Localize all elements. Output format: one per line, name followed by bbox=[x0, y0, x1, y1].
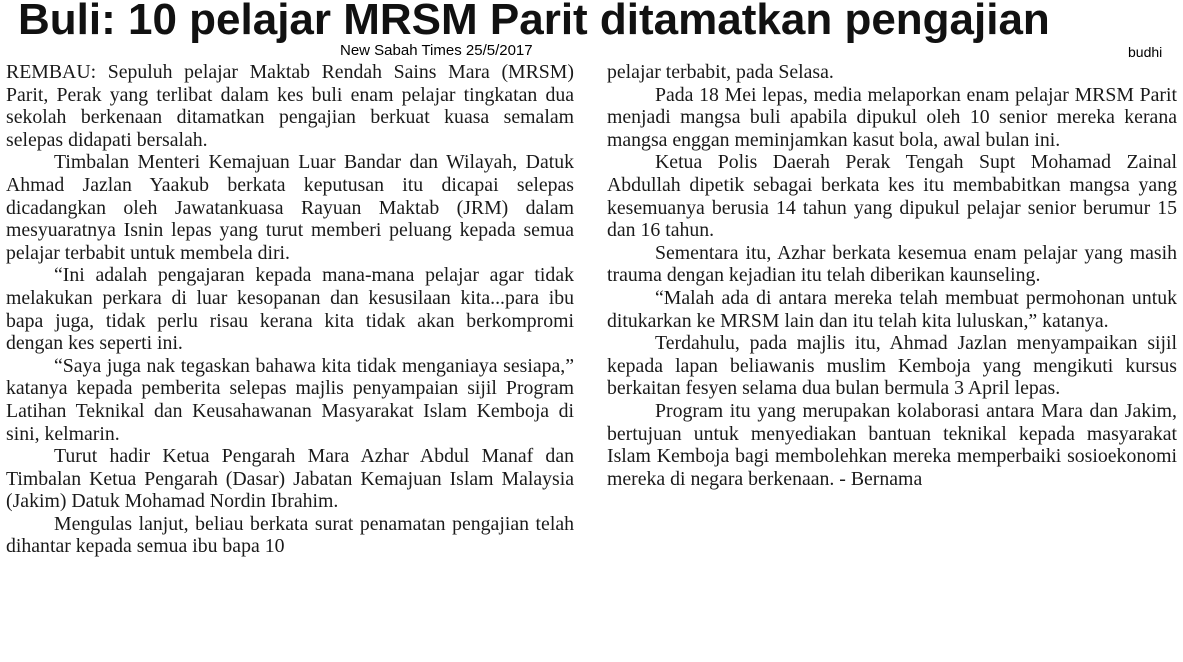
paragraph: REMBAU: Sepuluh pelajar Maktab Rendah Sains Mara (MRSM) Parit, Perak yang terlibat dalam kes buli enam pelajar tingkatan dua sekolah berkenaan ditamatkan pengajian berkuat kuasa semalam selepas didapati bersalah. bbox=[6, 61, 574, 151]
paragraph: Sementara itu, Azhar berkata kesemua enam pelajar yang masih trauma dengan kejadian itu telah diberikan kaunseling. bbox=[607, 241, 1177, 287]
article-column-right bbox=[607, 61, 1177, 490]
headline: Buli: 10 pelajar MRSM Parit ditamatkan pengajian bbox=[18, 0, 1050, 44]
paragraph: Mengulas lanjut, beliau berkata surat penamatan pengajian telah dihantar kepada semua ibu bapa 10 bbox=[6, 512, 574, 558]
paragraph: Program itu yang merupakan kolaborasi antara Mara dan Jakim, bertujuan untuk menyediakan bantuan teknikal kepada masyarakat Islam Kemboja bagi membolehkan mereka memperbaiki sosioekonomi mereka di negara berkenaan. - Bernama bbox=[607, 399, 1177, 490]
clip-tag: budhi bbox=[1128, 44, 1163, 60]
paragraph: Ketua Polis Daerah Perak Tengah Supt Mohamad Zainal Abdullah dipetik sebagai berkata kes itu membabitkan mangsa yang kesemuanya berusia 14 tahun yang dipukul pelajar senior berumur 15 dan 16 tahun. bbox=[607, 151, 1177, 242]
source-line: New Sabah Times 25/5/2017 bbox=[340, 42, 533, 59]
paragraph: “Malah ada di antara mereka telah membuat permohonan untuk ditukarkan ke MRSM lain dan itu telah kita luluskan,” katanya. bbox=[607, 286, 1177, 332]
paragraph: Turut hadir Ketua Pengarah Mara Azhar Abdul Manaf dan Timbalan Ketua Pengarah (Dasar) Jabatan Kemajuan Islam Malaysia (Jakim) Datuk Mohamad Nordin Ibrahim. bbox=[6, 445, 574, 513]
paragraph: “Ini adalah pengajaran kepada mana-mana pelajar agar tidak melakukan perkara di luar kesopanan dan kesusilaan kita...para ibu bapa juga, tidak perlu risau kerana kita tidak akan berkompromi dengan kes seperti ini. bbox=[6, 264, 574, 355]
paragraph: Terdahulu, pada majlis itu, Ahmad Jazlan menyampaikan sijil kepada lapan beliawanis muslim Kemboja yang mengikuti kursus berkaitan fesyen selama dua bulan bermula 3 April lepas. bbox=[607, 332, 1177, 400]
article-column-left bbox=[6, 61, 574, 558]
paragraph: Timbalan Menteri Kemajuan Luar Bandar dan Wilayah, Datuk Ahmad Jazlan Yaakub berkata keputusan itu dicapai selepas dicadangkan oleh Jawatankuasa Rayuan Maktab (JRM) dalam mesyuaratnya Isnin lepas yang turut memberi peluang kepada semua pelajar terbabit untuk membela diri. bbox=[6, 151, 574, 264]
paragraph: pelajar terbabit, pada Selasa. bbox=[607, 61, 834, 83]
paragraph: “Saya juga nak tegaskan bahawa kita tidak menganiaya sesiapa,” katanya kepada pemberita selepas majlis penyampaian sijil Program Latihan Teknikal dan Keusahawanan Masyarakat Islam Kemboja di sini, kelmarin. bbox=[6, 354, 574, 445]
paragraph: Pada 18 Mei lepas, media melaporkan enam pelajar MRSM Parit menjadi mangsa buli apabila dipukul oleh 10 senior mereka kerana mangsa enggan meminjamkan kasut bola, awal bulan ini. bbox=[607, 83, 1177, 151]
